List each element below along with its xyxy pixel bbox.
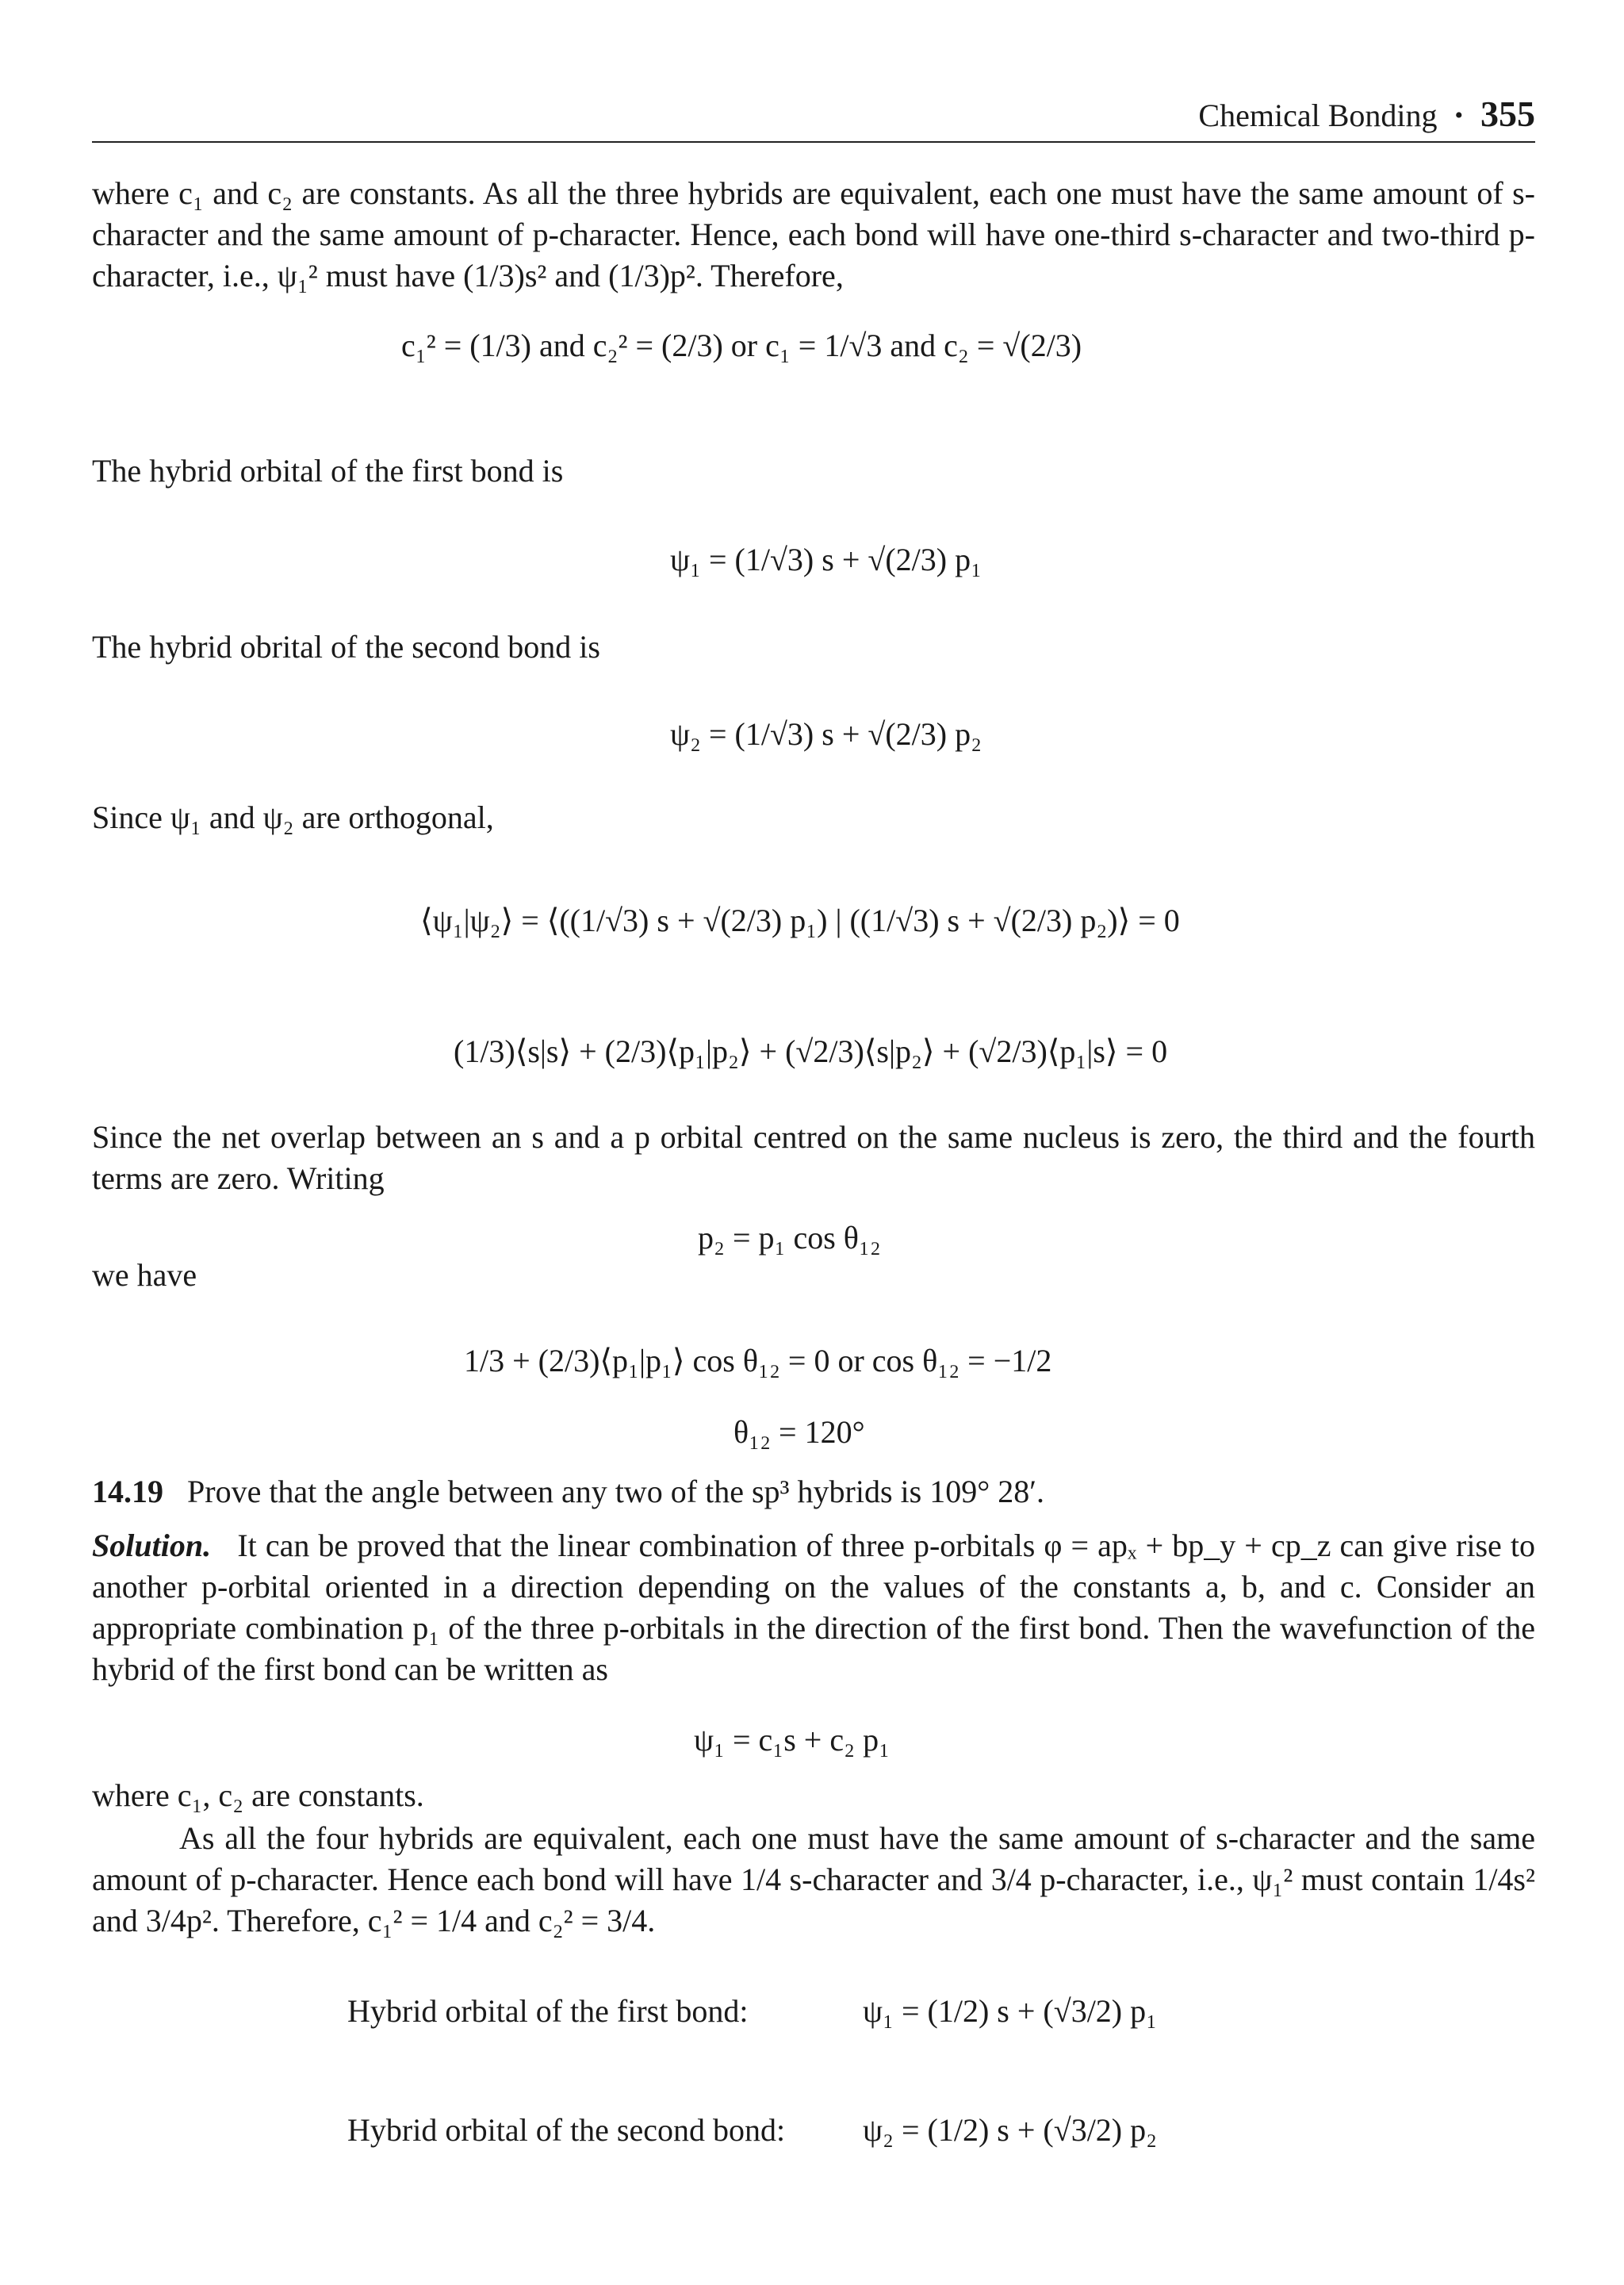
running-header (92, 86, 1535, 143)
equation-inner-product: ⟨ψ₁|ψ₂⟩ = ⟨((1/√3) s + √(2/3) p₁) | ((1/√3) s + √(2/3) p₂)⟩ = 0 (420, 903, 1180, 938)
page-number: 355 (1480, 94, 1535, 134)
header-title: Chemical Bonding (1198, 98, 1438, 133)
text-second-bond: The hybrid obrital of the second bond is (92, 629, 600, 665)
hybrid-second-label: Hybrid orbital of the second bond: (347, 2112, 786, 2148)
problem-statement (92, 1471, 1535, 1512)
equation-psi1-general: ψ₁ = c₁s + c₂ p₁ (694, 1722, 891, 1758)
hybrid-second-row (347, 2110, 1157, 2151)
problem-text: Prove that the angle between any two of the sp³ hybrids is 109° 28′. (187, 1474, 1044, 1509)
text-we-have: we have (92, 1257, 197, 1293)
equation-c-values: c₁² = (1/3) and c₂² = (2/3) or c₁ = 1/√3 and c₂ = √(2/3) (401, 328, 1082, 363)
equation-psi1: ψ₁ = (1/√3) s + √(2/3) p₁ (670, 542, 982, 577)
solution-paragraph (92, 1525, 1535, 1690)
equation-psi2: ψ₂ = (1/√3) s + √(2/3) p₂ (670, 716, 982, 752)
hybrid-first-label: Hybrid orbital of the first bond: (347, 1993, 749, 2029)
hybrid-first-equation: ψ₁ = (1/2) s + (√3/2) p₁ (863, 1993, 1158, 2029)
header-separator: • (1454, 102, 1463, 128)
paragraph-overlap: Since the net overlap between an s and a p orbital centred on the same nucleus is zero, the third and the fourth terms are zero. Writing (92, 1119, 1535, 1196)
text-constants: where c₁, c₂ are constants. (92, 1777, 424, 1813)
equation-cos-theta: 1/3 + (2/3)⟨p₁|p₁⟩ cos θ₁₂ = 0 or cos θ₁₂ = −1/2 (464, 1343, 1052, 1378)
equation-p2: p₂ = p₁ cos θ₁₂ (698, 1220, 881, 1256)
equation-theta-result: θ₁₂ = 120° (733, 1414, 865, 1450)
solution-text: It can be proved that the linear combination of three p-orbitals φ = apₓ + bp_y + cp_z can give rise to another p-orbital oriented in a direction depending on the values of the constants a, b, and c. Consider an appropriate combination p₁ of the three p-orbitals in the direction of the first bond. Then the wavefunction of the hybrid of the first bond can be written as (92, 1528, 1536, 1687)
paragraph-four-hybrids: As all the four hybrids are equivalent, each one must have the same amount of s-character and the same amount of p-character. Hence each bond will have 1/4 s-character and 3/4 p-character, i.e., ψ₁² must contain 1/4s² and 3/4p². Therefore, c₁² = 1/4 and c₂² = 3/4. (92, 1820, 1535, 1938)
solution-label: Solution. (92, 1528, 212, 1563)
hybrid-first-row (347, 1991, 1157, 2032)
paragraph-constants: where c₁ and c₂ are constants. As all the three hybrids are equivalent, each one must have the same amount of s-character and the same amount of p-character. Hence, each bond will have one-third s-character and two-third p-character, i.e., ψ₁² must have (1/3)s² and (1/3)p². Therefore, (92, 175, 1535, 293)
equation-expanded-overlap: (1/3)⟨s|s⟩ + (2/3)⟨p₁|p₂⟩ + (√2/3)⟨s|p₂⟩ + (√2/3)⟨p₁|s⟩ = 0 (454, 1033, 1168, 1069)
text-first-bond: The hybrid orbital of the first bond is (92, 453, 564, 489)
hybrid-second-equation: ψ₂ = (1/2) s + (√3/2) p₂ (863, 2112, 1158, 2148)
problem-number: 14.19 (92, 1474, 163, 1509)
text-orthogonal: Since ψ₁ and ψ₂ are orthogonal, (92, 799, 494, 835)
